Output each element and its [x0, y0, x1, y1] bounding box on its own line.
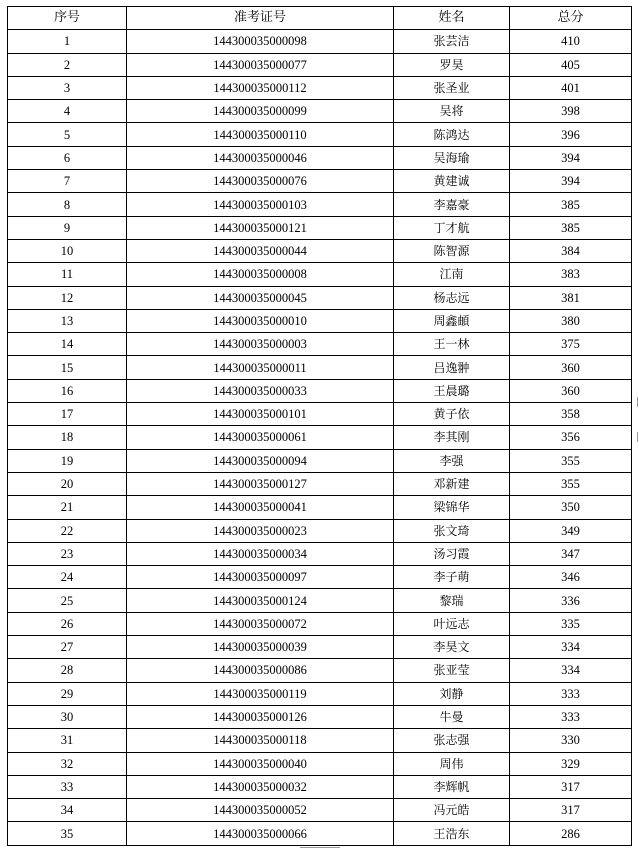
cell-name: 牛曼 [394, 705, 510, 728]
table-row [8, 496, 632, 519]
cell-name: 江南 [394, 263, 510, 286]
cell-name: 张芸洁 [394, 30, 510, 53]
table-row [8, 76, 632, 99]
table-row [8, 403, 632, 426]
table-row [8, 566, 632, 589]
score-table-container [7, 6, 631, 846]
cell-ticket-number: 144300035000039 [127, 636, 394, 659]
cell-total-score: 383 [510, 263, 632, 286]
cell-total-score: 375 [510, 333, 632, 356]
cell-seq: 6 [8, 146, 127, 169]
table-row [8, 659, 632, 682]
table-row [8, 170, 632, 193]
table-row [8, 216, 632, 239]
cell-total-score: 349 [510, 519, 632, 542]
cell-name: 吴海瑜 [394, 146, 510, 169]
cell-seq: 5 [8, 123, 127, 146]
cell-ticket-number: 144300035000044 [127, 239, 394, 262]
cell-ticket-number: 144300035000052 [127, 799, 394, 822]
table-row [8, 822, 632, 845]
cell-name: 冯元皓 [394, 799, 510, 822]
cell-name: 李昊文 [394, 636, 510, 659]
cell-name: 陈鸿达 [394, 123, 510, 146]
table-row [8, 53, 632, 76]
cell-ticket-number: 144300035000041 [127, 496, 394, 519]
cell-total-score: 350 [510, 496, 632, 519]
cell-seq: 32 [8, 752, 127, 775]
cell-seq: 16 [8, 379, 127, 402]
cell-seq: 34 [8, 799, 127, 822]
cell-ticket-number: 144300035000076 [127, 170, 394, 193]
cell-seq: 14 [8, 333, 127, 356]
cell-name: 刘静 [394, 682, 510, 705]
score-table [7, 6, 632, 846]
cell-ticket-number: 144300035000124 [127, 589, 394, 612]
cell-name: 李辉帆 [394, 775, 510, 798]
cell-seq: 31 [8, 729, 127, 752]
cell-seq: 9 [8, 216, 127, 239]
cell-seq: 7 [8, 170, 127, 193]
cell-ticket-number: 144300035000126 [127, 705, 394, 728]
cell-total-score: 394 [510, 170, 632, 193]
cell-name: 陈智源 [394, 239, 510, 262]
cell-total-score: 355 [510, 472, 632, 495]
cell-name: 张圣业 [394, 76, 510, 99]
table-row [8, 542, 632, 565]
table-row [8, 30, 632, 53]
cell-total-score: 358 [510, 403, 632, 426]
cell-total-score: 334 [510, 659, 632, 682]
cell-seq: 17 [8, 403, 127, 426]
cell-name: 梁锦华 [394, 496, 510, 519]
cell-ticket-number: 144300035000061 [127, 426, 394, 449]
cell-name: 吕逸翀 [394, 356, 510, 379]
table-row [8, 309, 632, 332]
table-row [8, 519, 632, 542]
table-row [8, 682, 632, 705]
cell-ticket-number: 144300035000099 [127, 100, 394, 123]
cell-seq: 19 [8, 449, 127, 472]
table-row [8, 263, 632, 286]
cell-total-score: 336 [510, 589, 632, 612]
cell-name: 黎瑞 [394, 589, 510, 612]
cell-ticket-number: 144300035000034 [127, 542, 394, 565]
table-row [8, 193, 632, 216]
cell-total-score: 356 [510, 426, 632, 449]
cell-seq: 27 [8, 636, 127, 659]
cell-name: 张文琦 [394, 519, 510, 542]
header-name: 姓名 [394, 7, 510, 30]
cell-total-score: 286 [510, 822, 632, 845]
cell-name: 周鑫頔 [394, 309, 510, 332]
cell-ticket-number: 144300035000032 [127, 775, 394, 798]
cell-seq: 24 [8, 566, 127, 589]
cell-seq: 21 [8, 496, 127, 519]
table-body [8, 30, 632, 845]
cell-seq: 35 [8, 822, 127, 845]
cell-name: 杨志远 [394, 286, 510, 309]
cell-total-score: 396 [510, 123, 632, 146]
cell-seq: 25 [8, 589, 127, 612]
table-row [8, 472, 632, 495]
cell-name: 王一林 [394, 333, 510, 356]
cell-ticket-number: 144300035000097 [127, 566, 394, 589]
cell-name: 张亚莹 [394, 659, 510, 682]
cell-ticket-number: 144300035000094 [127, 449, 394, 472]
cell-total-score: 335 [510, 612, 632, 635]
cell-name: 李强 [394, 449, 510, 472]
cell-total-score: 385 [510, 193, 632, 216]
cell-ticket-number: 144300035000121 [127, 216, 394, 239]
cell-seq: 11 [8, 263, 127, 286]
header-seq: 序号 [8, 7, 127, 30]
cell-seq: 20 [8, 472, 127, 495]
table-row [8, 775, 632, 798]
cell-seq: 10 [8, 239, 127, 262]
page-edge-mark [637, 397, 638, 407]
cell-name: 汤习霞 [394, 542, 510, 565]
table-row [8, 286, 632, 309]
cell-total-score: 405 [510, 53, 632, 76]
cell-total-score: 346 [510, 566, 632, 589]
cell-ticket-number: 144300035000066 [127, 822, 394, 845]
cell-name: 叶远志 [394, 612, 510, 635]
cell-total-score: 385 [510, 216, 632, 239]
cell-total-score: 401 [510, 76, 632, 99]
cell-ticket-number: 144300035000118 [127, 729, 394, 752]
cell-total-score: 317 [510, 775, 632, 798]
cell-ticket-number: 144300035000127 [127, 472, 394, 495]
cell-total-score: 333 [510, 705, 632, 728]
cell-seq: 28 [8, 659, 127, 682]
cell-name: 王浩东 [394, 822, 510, 845]
cell-seq: 18 [8, 426, 127, 449]
cell-seq: 29 [8, 682, 127, 705]
cell-seq: 15 [8, 356, 127, 379]
header-total-score: 总分 [510, 7, 632, 30]
cell-ticket-number: 144300035000011 [127, 356, 394, 379]
cell-seq: 12 [8, 286, 127, 309]
cell-ticket-number: 144300035000010 [127, 309, 394, 332]
table-row [8, 705, 632, 728]
cell-name: 李其刚 [394, 426, 510, 449]
cell-name: 黄建诚 [394, 170, 510, 193]
table-row [8, 426, 632, 449]
cell-seq: 33 [8, 775, 127, 798]
table-row [8, 333, 632, 356]
cell-ticket-number: 144300035000112 [127, 76, 394, 99]
cell-total-score: 410 [510, 30, 632, 53]
cell-seq: 13 [8, 309, 127, 332]
cell-name: 邓新建 [394, 472, 510, 495]
cell-ticket-number: 144300035000110 [127, 123, 394, 146]
table-row [8, 146, 632, 169]
cell-seq: 22 [8, 519, 127, 542]
table-header-row [8, 7, 632, 30]
table-row [8, 100, 632, 123]
cell-total-score: 380 [510, 309, 632, 332]
cell-total-score: 394 [510, 146, 632, 169]
cell-ticket-number: 144300035000086 [127, 659, 394, 682]
cell-seq: 3 [8, 76, 127, 99]
cell-name: 李嘉豪 [394, 193, 510, 216]
cell-ticket-number: 144300035000103 [127, 193, 394, 216]
page-edge-mark [637, 432, 638, 442]
table-row [8, 379, 632, 402]
table-row [8, 589, 632, 612]
cell-ticket-number: 144300035000003 [127, 333, 394, 356]
cell-seq: 2 [8, 53, 127, 76]
cell-ticket-number: 144300035000077 [127, 53, 394, 76]
cell-name: 李子萌 [394, 566, 510, 589]
header-ticket-number: 准考证号 [127, 7, 394, 30]
table-row [8, 612, 632, 635]
table-row [8, 449, 632, 472]
cell-name: 丁才航 [394, 216, 510, 239]
cell-ticket-number: 144300035000119 [127, 682, 394, 705]
cell-name: 王晨璐 [394, 379, 510, 402]
cell-seq: 4 [8, 100, 127, 123]
table-row [8, 123, 632, 146]
cell-seq: 23 [8, 542, 127, 565]
cell-total-score: 384 [510, 239, 632, 262]
table-row [8, 356, 632, 379]
cell-ticket-number: 144300035000101 [127, 403, 394, 426]
cell-total-score: 398 [510, 100, 632, 123]
cell-total-score: 360 [510, 379, 632, 402]
cell-ticket-number: 144300035000072 [127, 612, 394, 635]
cell-total-score: 317 [510, 799, 632, 822]
table-row [8, 636, 632, 659]
cell-name: 吴将 [394, 100, 510, 123]
cell-name: 罗昊 [394, 53, 510, 76]
cell-total-score: 347 [510, 542, 632, 565]
cell-total-score: 355 [510, 449, 632, 472]
cell-total-score: 333 [510, 682, 632, 705]
cell-total-score: 334 [510, 636, 632, 659]
cell-name: 周伟 [394, 752, 510, 775]
cell-ticket-number: 144300035000098 [127, 30, 394, 53]
cell-name: 黄子依 [394, 403, 510, 426]
table-row [8, 729, 632, 752]
cell-ticket-number: 144300035000040 [127, 752, 394, 775]
table-row [8, 799, 632, 822]
cell-ticket-number: 144300035000008 [127, 263, 394, 286]
cell-total-score: 329 [510, 752, 632, 775]
cell-total-score: 330 [510, 729, 632, 752]
table-row [8, 752, 632, 775]
cell-seq: 30 [8, 705, 127, 728]
cell-ticket-number: 144300035000046 [127, 146, 394, 169]
cell-ticket-number: 144300035000045 [127, 286, 394, 309]
cell-total-score: 381 [510, 286, 632, 309]
cell-total-score: 360 [510, 356, 632, 379]
cell-ticket-number: 144300035000023 [127, 519, 394, 542]
cell-name: 张志强 [394, 729, 510, 752]
cell-seq: 1 [8, 30, 127, 53]
table-row [8, 239, 632, 262]
cell-ticket-number: 144300035000033 [127, 379, 394, 402]
cell-seq: 8 [8, 193, 127, 216]
cell-seq: 26 [8, 612, 127, 635]
